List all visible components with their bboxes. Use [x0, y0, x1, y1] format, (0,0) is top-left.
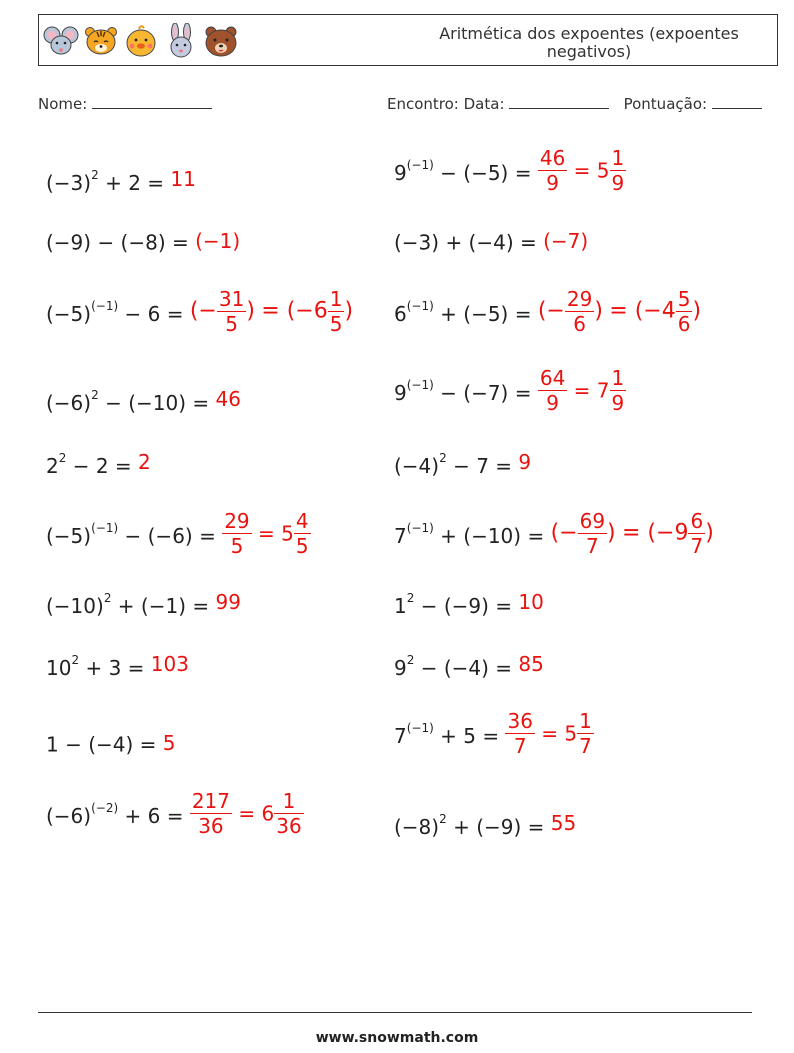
problem-19 — [46, 789, 304, 838]
problem-expression: $1^2 - (-9)$ = — [394, 591, 513, 618]
problem-answer: 2 — [138, 449, 151, 474]
problem-expression: $9^{(-1)} - (-7)$ = — [394, 378, 532, 405]
problem-answer: 85 — [518, 651, 544, 676]
chick-icon — [123, 23, 159, 59]
problem-expression: (−3) + (−4) = — [394, 230, 537, 255]
problem-answer: (−1) — [195, 229, 241, 253]
problem-expression: $(-5)^{(-1)} - (-6)$ = — [46, 521, 216, 548]
problem-18 — [394, 709, 594, 758]
problem-expression: $7^{(-1)} + (-10)$ = — [394, 521, 545, 548]
problem-7 — [46, 386, 241, 415]
mouse-icon — [43, 23, 79, 59]
problem-16 — [394, 651, 544, 680]
problem-expression: $10^2 + 3$ = — [46, 653, 145, 680]
problem-answer: $\frac{217}{36}$ = 6 $\frac{1}{36}$ — [191, 789, 302, 838]
footer-divider — [38, 1012, 752, 1013]
problem-expression: $(-6)^2 - (-10)$ = — [46, 388, 210, 415]
problem-answer: (− $\frac{69}{7}$ ) = (−9 $\frac{6}{7}$ ) — [550, 509, 714, 558]
bear-icon — [203, 23, 239, 59]
problem-answer: 46 — [215, 386, 241, 411]
problem-1 — [46, 166, 196, 195]
problem-4 — [394, 229, 588, 255]
worksheet-header — [38, 14, 778, 66]
problem-5 — [46, 287, 353, 336]
rabbit-icon — [163, 23, 199, 59]
problem-expression: $(-4)^2 - 7$ = — [394, 451, 513, 478]
problem-17 — [46, 731, 176, 757]
problem-6 — [394, 287, 701, 336]
problem-expression: 1 − (−4) = — [46, 732, 157, 757]
problem-expression: (−9) − (−8) = — [46, 230, 189, 255]
score-blank[interactable] — [712, 94, 762, 109]
score-label: Pontuação: — [623, 95, 708, 113]
date-label: Encontro: Data: — [387, 95, 505, 113]
problem-answer: 5 — [162, 731, 176, 755]
date-blank[interactable] — [509, 94, 609, 109]
worksheet-title: Aritmética dos expoentes (expoentes negativos) — [439, 24, 739, 61]
problem-expression: $(-8)^2 + (-9)$ = — [394, 812, 545, 839]
date-score-field — [387, 94, 762, 113]
problem-expression: $7^{(-1)} + 5$ = — [394, 721, 500, 748]
problem-expression: $(-5)^{(-1)} - 6$ = — [46, 299, 184, 326]
problem-expression: $9^2 - (-4)$ = — [394, 653, 513, 680]
name-label: Nome: — [38, 95, 88, 113]
problem-20 — [394, 810, 576, 839]
problem-12 — [394, 509, 714, 558]
footer-url[interactable]: www.snowmath.com — [315, 1030, 479, 1046]
animal-icons — [43, 23, 239, 59]
problem-answer: 99 — [215, 589, 241, 614]
problem-3 — [46, 229, 240, 255]
problem-8 — [394, 366, 626, 415]
problem-13 — [46, 589, 241, 618]
problem-answer: 10 — [518, 589, 544, 614]
problem-answer: 103 — [150, 651, 189, 676]
problem-expression: $2^2 - 2$ = — [46, 451, 132, 478]
problem-11 — [46, 509, 311, 558]
problem-2 — [394, 146, 626, 195]
problem-9 — [46, 449, 151, 478]
problem-answer: (− $\frac{31}{5}$ ) = (−6 $\frac{1}{5}$ ) — [189, 287, 354, 336]
problem-10 — [394, 449, 531, 478]
tiger-icon — [83, 23, 119, 59]
name-blank[interactable] — [92, 94, 212, 109]
problem-expression: $9^{(-1)} - (-5)$ = — [394, 158, 532, 185]
problem-answer: 9 — [518, 449, 532, 474]
problem-14 — [394, 589, 544, 618]
problem-expression: $6^{(-1)} + (-5)$ = — [394, 299, 532, 326]
problem-expression: $(-6)^{(-2)} + 6$ = — [46, 801, 184, 828]
problem-15 — [46, 651, 189, 680]
name-field — [38, 94, 212, 113]
problem-answer: 11 — [170, 166, 196, 191]
problem-answer: 55 — [550, 810, 577, 835]
problem-answer: (−7) — [543, 229, 589, 253]
problem-answer: (− $\frac{29}{6}$ ) = (−4 $\frac{5}{6}$ ) — [537, 287, 702, 336]
problem-answer: $\frac{29}{5}$ = 5 $\frac{4}{5}$ — [224, 509, 309, 558]
problem-answer: $\frac{46}{9}$ = 5 $\frac{1}{9}$ — [539, 146, 625, 195]
problem-answer: $\frac{64}{9}$ = 7 $\frac{1}{9}$ — [539, 366, 625, 415]
problem-expression: $(-3)^2 + 2$ = — [46, 168, 165, 195]
problem-expression: $(-10)^2 + (-1)$ = — [46, 591, 210, 618]
problem-answer: $\frac{36}{7}$ = 5 $\frac{1}{7}$ — [507, 709, 592, 758]
